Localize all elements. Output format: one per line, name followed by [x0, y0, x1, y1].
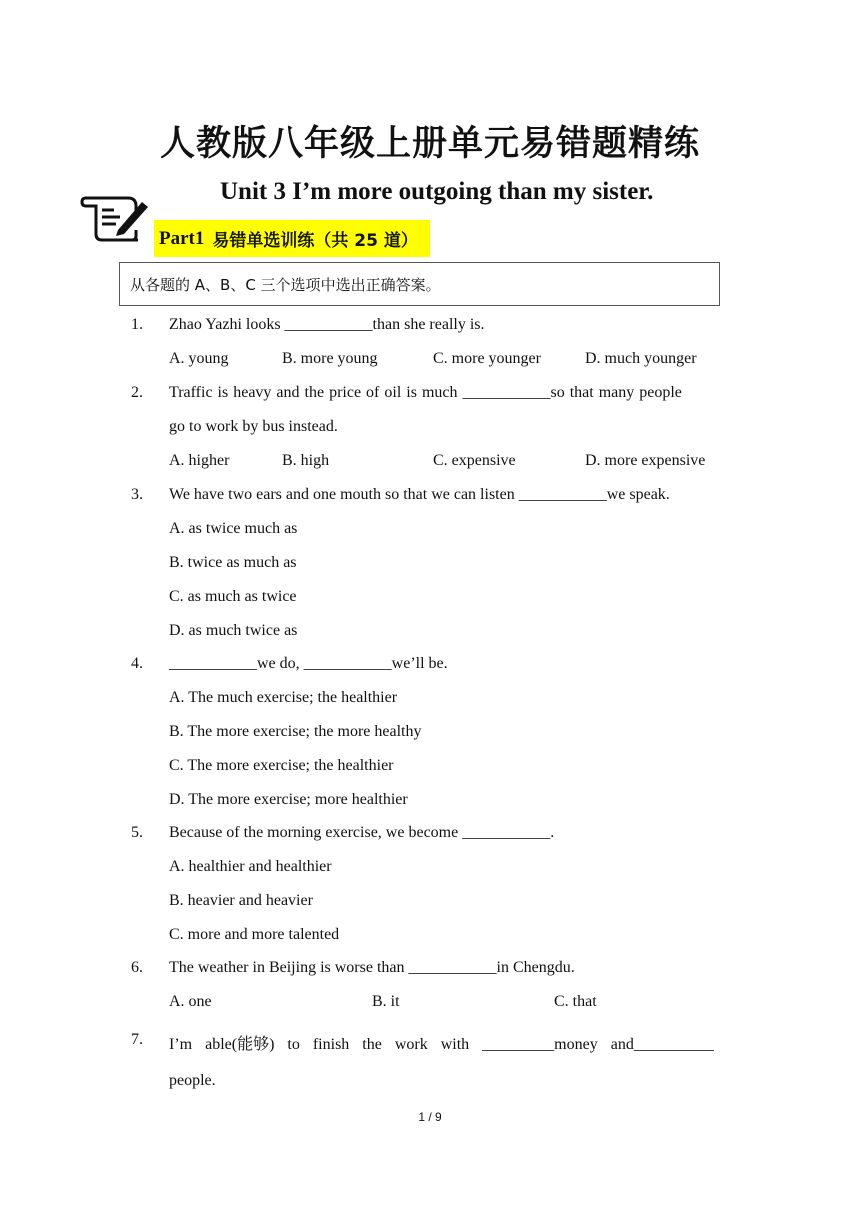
option: A. young	[169, 350, 229, 367]
question-stem: ___________we do, ___________we’ll be.	[169, 655, 448, 672]
instruction-text: 从各题的 A、B、C 三个选项中选出正确答案。	[130, 275, 441, 294]
option: B. twice as much as	[169, 554, 297, 571]
question-number: 5.	[131, 824, 143, 841]
question-stem: Zhao Yazhi looks ___________than she really is.	[169, 316, 485, 333]
option: B. it	[372, 993, 400, 1010]
option: A. healthier and healthier	[169, 858, 332, 875]
question-number: 4.	[131, 655, 143, 672]
option: D. as much twice as	[169, 622, 298, 639]
option: C. more and more talented	[169, 926, 340, 943]
option: C. that	[554, 993, 597, 1010]
option: D. much younger	[585, 350, 697, 367]
question-number: 6.	[131, 959, 143, 976]
question-number: 1.	[131, 316, 143, 333]
question-number: 2.	[131, 384, 143, 401]
option: B. The more exercise; the more healthy	[169, 723, 422, 740]
question-stem: The weather in Beijing is worse than ___________in Chengdu.	[169, 959, 575, 976]
note-edit-icon	[80, 192, 150, 244]
part-title: 易错单选训练（共 25 道）	[212, 231, 418, 251]
question-stem: We have two ears and one mouth so that we can listen ___________we speak.	[169, 486, 670, 503]
option: A. The much exercise; the healthier	[169, 689, 398, 706]
question-number: 3.	[131, 486, 143, 503]
option: C. The more exercise; the healthier	[169, 757, 394, 774]
page-title: 人教版八年级上册单元易错题精练	[159, 124, 700, 164]
option: D. more expensive	[585, 452, 706, 469]
option: B. more young	[282, 350, 378, 367]
question-stem: Because of the morning exercise, we become ___________.	[169, 824, 555, 841]
option: C. more younger	[433, 350, 541, 367]
option: A. one	[169, 993, 212, 1010]
question-stem: I’m able(能够) to finish the work with _________money and__________	[169, 1036, 714, 1053]
page-number: 1 / 9	[418, 1110, 442, 1124]
unit-title: Unit 3 I’m more outgoing than my sister.	[220, 178, 654, 205]
option: A. higher	[169, 452, 230, 469]
option: D. The more exercise; more healthier	[169, 791, 408, 808]
option: A. as twice much as	[169, 520, 298, 537]
option: B. high	[282, 452, 330, 469]
question-stem-cont: go to work by bus instead.	[169, 418, 338, 435]
option: C. expensive	[433, 452, 516, 469]
question-stem-cont: people.	[169, 1072, 216, 1089]
part-heading	[154, 220, 430, 257]
part-label: Part1	[159, 227, 205, 249]
option: B. heavier and heavier	[169, 892, 313, 909]
question-number: 7.	[131, 1031, 143, 1048]
question-stem: Traffic is heavy and the price of oil is much ___________so that many people	[169, 384, 682, 401]
option: C. as much as twice	[169, 588, 297, 605]
instruction-box	[119, 262, 720, 306]
